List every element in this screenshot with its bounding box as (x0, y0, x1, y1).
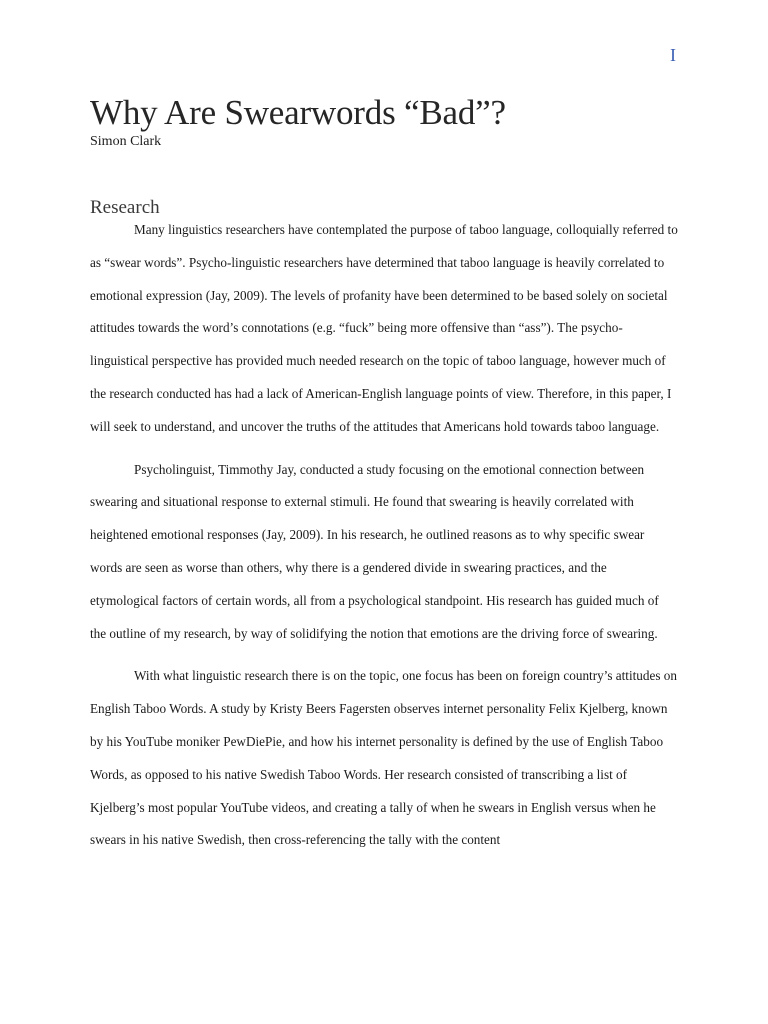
paragraph-1: Many linguistics researchers have contemplated the purpose of taboo language, colloquially referred to as “swear words”. Psycho-linguistic researchers have determined that taboo language is heavily correlated to emotional expression (Jay, 2009). The levels of profanity have been determined to be based solely on societal attitudes towards the word’s connotations (e.g. “fuck” being more offensive than “ass”). The psycho-linguistical perspective has provided much needed research on the topic of taboo language, however much of the research conducted has had a lack of American-English language points of view. Therefore, in this paper, I will seek to understand, and uncover the truths of the attitudes that Americans hold towards taboo language. (90, 222, 678, 434)
author-name: Simon Clark (90, 134, 162, 149)
page-number: I (670, 45, 676, 65)
body-text (90, 214, 678, 867)
section-heading-research: Research (90, 197, 160, 218)
paragraph-3: With what linguistic research there is on the topic, one focus has been on foreign country’s attitudes on English Taboo Words. A study by Kristy Beers Fagersten observes internet personality Felix Kjelberg, known by his YouTube moniker PewDiePie, and how his internet personality is defined by the use of English Taboo Words, as opposed to his native Swedish Taboo Words. Her research consisted of transcribing a list of Kjelberg’s most popular YouTube videos, and creating a tally of when he swears in English versus when he swears in his native Swedish, then cross-referencing the tally with the content (90, 668, 677, 848)
paragraph-2: Psycholinguist, Timmothy Jay, conducted a study focusing on the emotional connection between swearing and situational response to external stimuli. He found that swearing is heavily correlated with heightened emotional responses (Jay, 2009). In his research, he outlined reasons as to why specific swear words are seen as worse than others, why there is a gendered divide in swearing practices, and the etymological factors of certain words, all from a psychological standpoint. His research has guided much of the outline of my research, by way of solidifying the notion that emotions are the driving force of swearing. (90, 461, 659, 641)
document-title: Why Are Swearwords “Bad”? (90, 93, 506, 132)
